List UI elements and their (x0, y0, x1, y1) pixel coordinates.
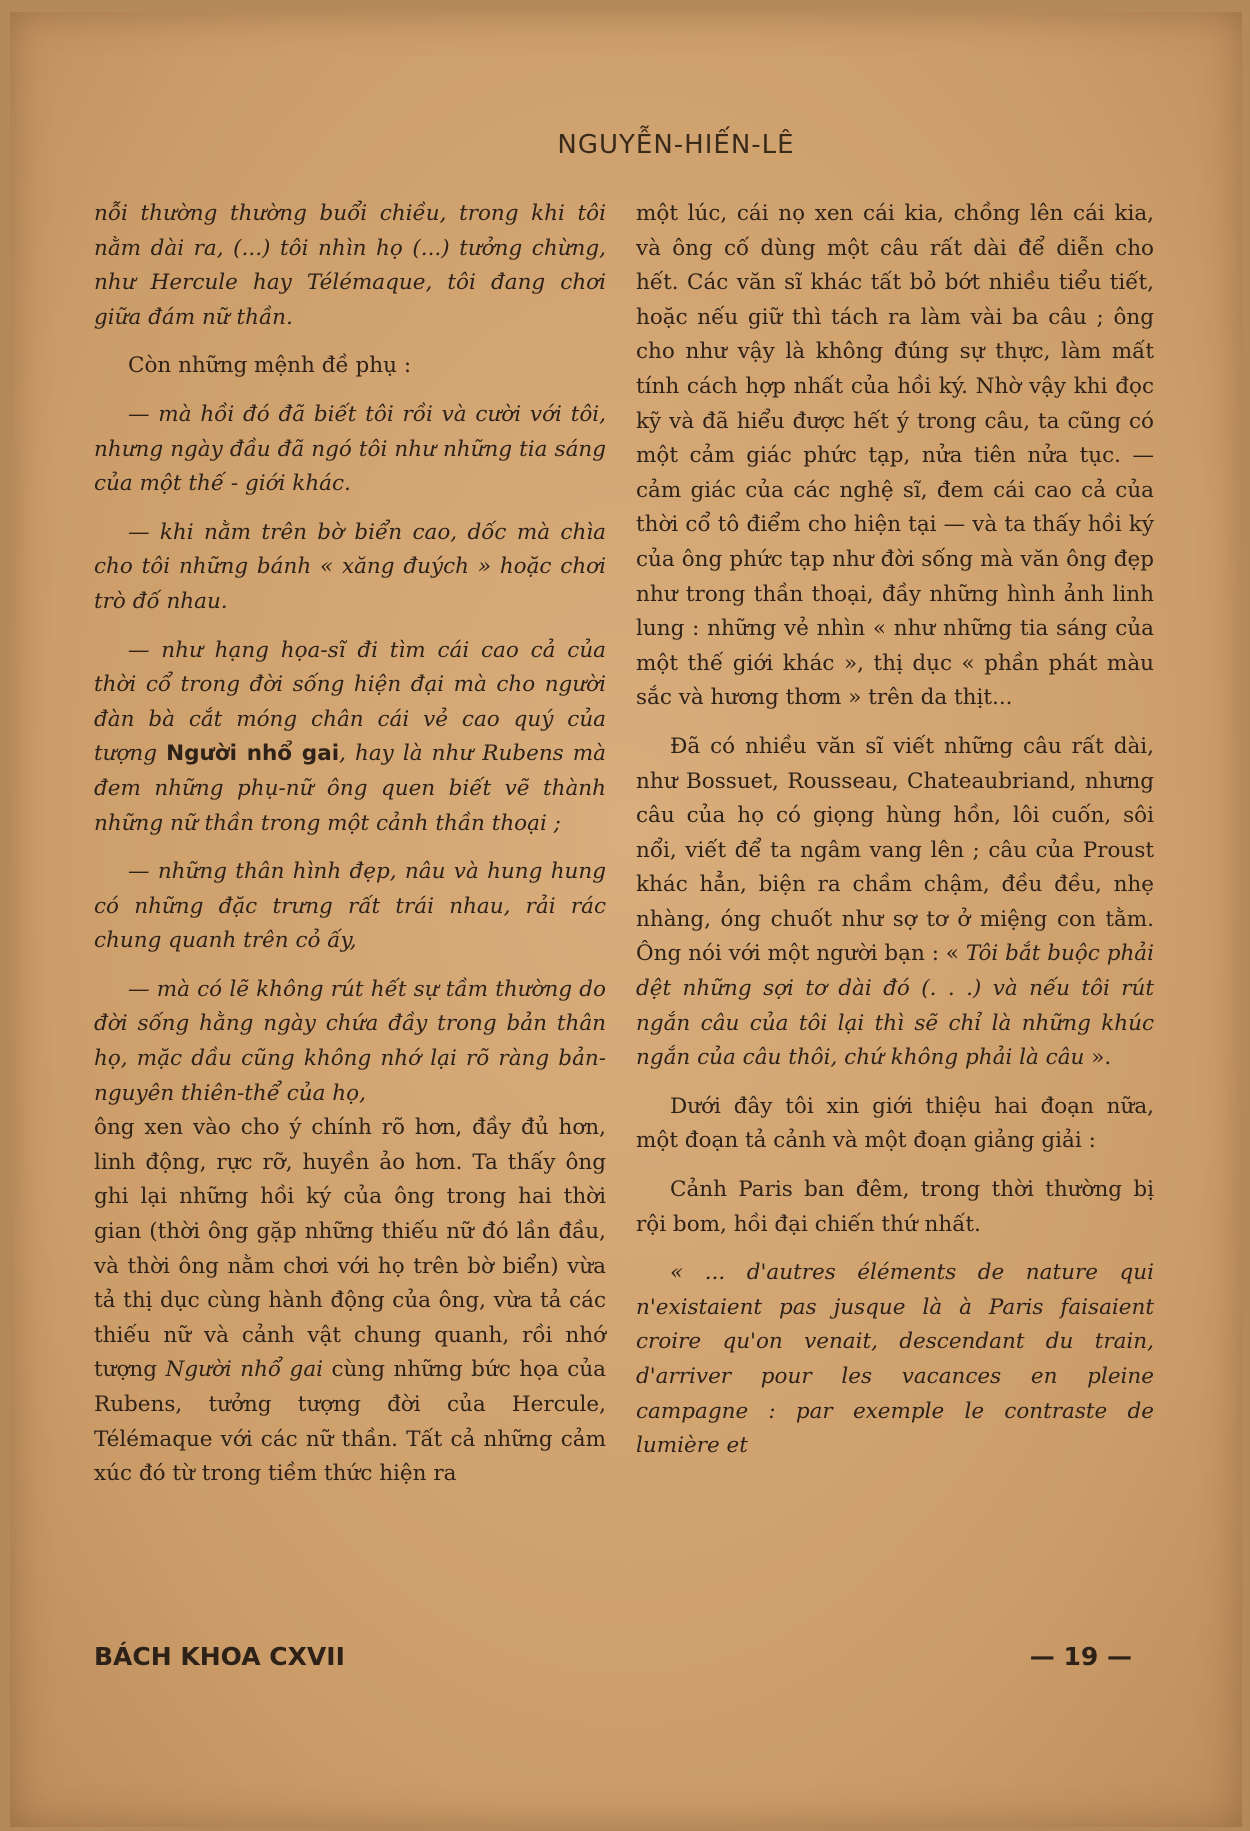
running-header: NGUYỄN-HIẾN-LÊ (557, 130, 795, 160)
subordinate-clause-1: — mà hồi đó đã biết tôi rồi và cười với tôi, nhưng ngày đầu đã ngó tôi như những tia sáng của một thế - giới khác. (94, 401, 606, 497)
page (10, 12, 1242, 1827)
paragraph: một lúc, cái nọ xen cái kia, chồng lên cái kia, và ông cố dùng một câu rất dài để diễn cho hết. Các văn sĩ khác tất bỏ bớt nhiều tiểu tiết, hoặc nếu giữ thì tách ra làm vài ba câu ; ông cho như vậy là không đúng sự thực, làm mất tính cách hợp nhất của hồi ký. Nhờ vậy khi đọc kỹ và đã hiểu được hết ý trong câu, ta cũng có một cảm giác phức tạp, nửa tiên nửa tục. — cảm giác của các nghệ sĩ, đem cái cao cả của thời cổ tô điểm cho hiện tại — và ta thấy hồi ký của ông phức tạp như đời sống mà văn ông đẹp như trong thần thoại, đầy những hình ảnh linh lung : những vẻ nhìn « như những tia sáng của một thế giới khác », thị dục « phần phát màu sắc và hương thơm » trên da thịt... (636, 201, 1154, 711)
paragraph-text: ». (1084, 1045, 1112, 1071)
paragraph (636, 730, 1154, 1076)
french-quote: « ... d'autres éléments de nature qui n'existaient pas jusque là à Paris faisaient croire qu'on venait, descendant du train, d'arriver pour les vacances en pleine campagne : par exemple le contraste de lumière et (636, 1260, 1154, 1459)
proust-quote: Tôi bắt buộc phải dệt những sợi tơ dài đó (. . .) và nếu tôi rút ngắn câu của tôi lại thì sẽ chỉ là những khúc ngắn của câu thôi, chứ không phải là câu (636, 941, 1154, 1071)
paragraph-text: cùng những bức họa của Rubens, tưởng tượng đời của Hercule, Télémaque với các nữ thần. Tất cả những cảm xúc đó từ trong tiềm thức hiện ra (94, 1357, 606, 1487)
paragraph (94, 1111, 606, 1492)
subordinate-clause-5: — mà có lẽ không rút hết sự tầm thường do đời sống hằng ngày chứa đầy trong bản thân họ, mặc dầu cũng không nhớ lại rõ ràng bản-nguyên thiên-thể của họ, (94, 976, 606, 1106)
paragraph: Cảnh Paris ban đêm, trong thời thường bị rội bom, hồi đại chiến thứ nhất. (636, 1177, 1154, 1237)
clause-text: , hay là như Rubens mà đem những phụ-nữ ông quen biết vẽ thành những nữ thần trong một cảnh thần thoại ; (94, 741, 606, 836)
paragraph: Còn những mệnh đề phụ : (128, 353, 412, 379)
paragraph-text: ông xen vào cho ý chính rõ hơn, đầy đủ hơn, linh động, rực rỡ, huyền ảo hơn. Ta thấy ông ghi lại những hồi ký của ông trong hai thời gian (thời ông gặp những thiếu nữ đó lần đầu, và thời ông nằm chơi với họ trên bờ biển) vừa tả thị dục cùng hành động của ông, vừa tả các thiếu nữ và cảnh vật chung quanh, rồi nhớ tượng (94, 1115, 606, 1383)
magazine-footer: BÁCH KHOA CXVII (94, 1642, 345, 1671)
page-number: — 19 — (1029, 1642, 1132, 1671)
clause-text: — như hạng họa-sĩ đi tìm cái cao cả của thời cổ trong đời sống hiện đại mà cho người đàn bà cắt móng chân cái vẻ cao quý của tượng (94, 637, 606, 767)
right-column (636, 197, 1154, 1478)
subordinate-clause-3 (94, 634, 606, 842)
subordinate-clause-4: — những thân hình đẹp, nâu và hung hung có những đặc trưng rất trái nhau, rải rác chung quanh trên cỏ ấy, (94, 859, 606, 954)
subordinate-clause-2: — khi nằm trên bờ biển cao, dốc mà chìa cho tôi những bánh « xăng đuých » hoặc chơi trò đố nhau. (94, 519, 606, 614)
paragraph: Dưới đây tôi xin giới thiệu hai đoạn nữa, một đoạn tả cảnh và một đoạn giảng giải : (636, 1093, 1154, 1154)
artwork-title-italic: Người nhổ gai (165, 1357, 324, 1383)
quote-fragment: nỗi thường thường buổi chiều, trong khi tôi nằm dài ra, (...) tôi nhìn họ (...) tưởng chừng, như Hercule hay Télémaque, tôi đang chơi giữa đám nữ thần. (94, 201, 606, 330)
artwork-title: Người nhổ gai (166, 741, 340, 767)
paragraph-text: Đã có nhiều văn sĩ viết những câu rất dài, như Bossuet, Rousseau, Chateaubriand, nhưng câu của họ có giọng hùng hồn, lôi cuốn, sôi nổi, viết để ta ngâm vang lên ; câu của Proust khác hẳn, biện ra chầm chậm, đều đều, nhẹ nhàng, óng chuốt như sợ tơ ở miệng con tằm. Ông nói với một người bạn : « (636, 733, 1154, 967)
left-column (94, 197, 606, 1506)
